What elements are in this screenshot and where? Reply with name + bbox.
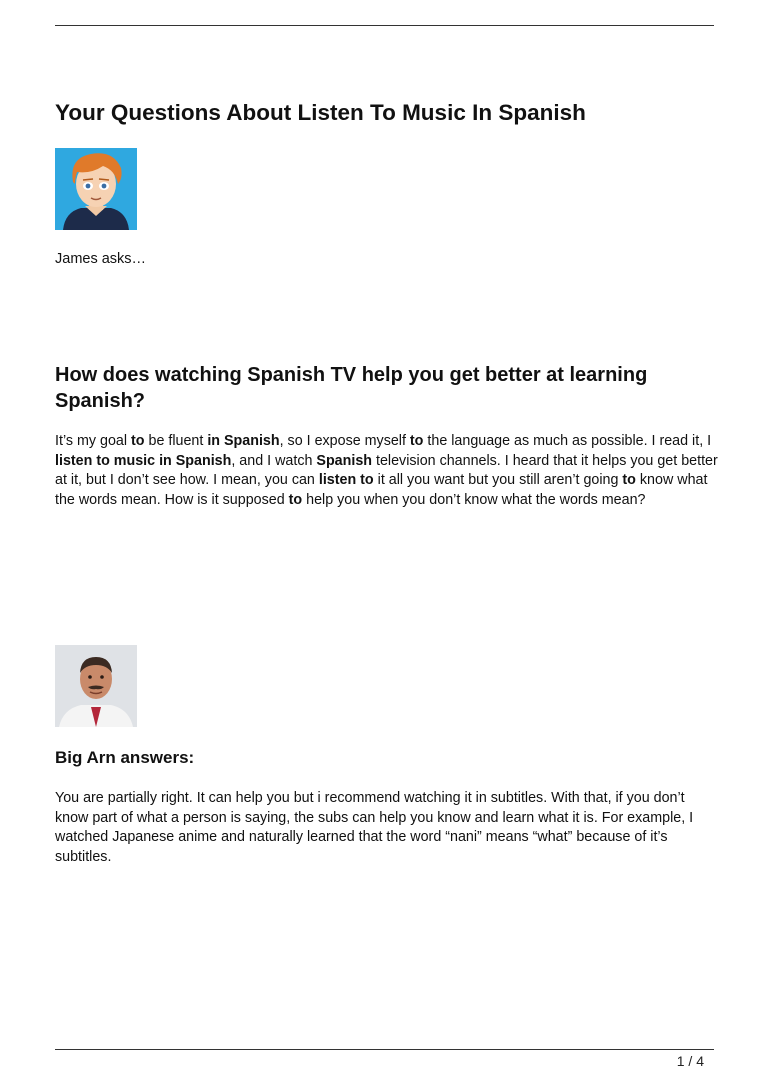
question-keyword: to [131, 433, 145, 449]
answer-heading: Big Arn answers: [55, 748, 195, 767]
asker-line: James asks… [55, 251, 147, 267]
answerer-avatar [55, 645, 137, 727]
question-text-run: know what the words mean. How is it supposed [55, 472, 708, 508]
page-title: Your Questions About Listen To Music In Spanish [55, 100, 586, 125]
question-keyword: to [288, 491, 303, 508]
header-rule [55, 25, 714, 26]
page-number: 1 / 4 [676, 1053, 704, 1069]
question-keyword: to [622, 472, 636, 488]
question-text-run: , so I expose myself [279, 433, 410, 449]
cartoon-boy-avatar-icon [55, 148, 137, 230]
question-keyword: listen to music in Spanish [55, 452, 232, 469]
man-photo-avatar-icon [55, 645, 137, 727]
question-keyword: listen to [318, 472, 374, 488]
question-text-run: help you when you don’t know what the words mean? [302, 491, 646, 508]
question-text-run: be fluent [144, 433, 208, 449]
question-text-run: , and I watch [231, 452, 317, 469]
question-body [55, 432, 719, 510]
question-text-run: the language as much as possible. I read it, I [423, 433, 712, 449]
question-keyword: to [409, 433, 424, 449]
question-heading: How does watching Spanish TV help you get better at learning Spanish? [55, 364, 648, 412]
question-text-run: it all you want but you still aren’t going [373, 472, 623, 488]
question-text-run: It’s my goal [55, 433, 132, 449]
answer-body: You are partially right. It can help you but i recommend watching it in subtitles. With that, if you don’t know part of what a person is saying, the subs can help you know and learn what it is. For example, I watched Japanese anime and naturally learned that the word “nani” means “what” because of it’s subtitles. [55, 790, 694, 865]
question-keyword: in Spanish [207, 433, 280, 449]
asker-avatar [55, 148, 137, 230]
footer-rule [55, 1049, 714, 1050]
question-text-run: television channels. I heard that it helps you get better at it, but I don’t see how. I mean, you can [55, 452, 718, 488]
question-keyword: Spanish [316, 452, 373, 469]
